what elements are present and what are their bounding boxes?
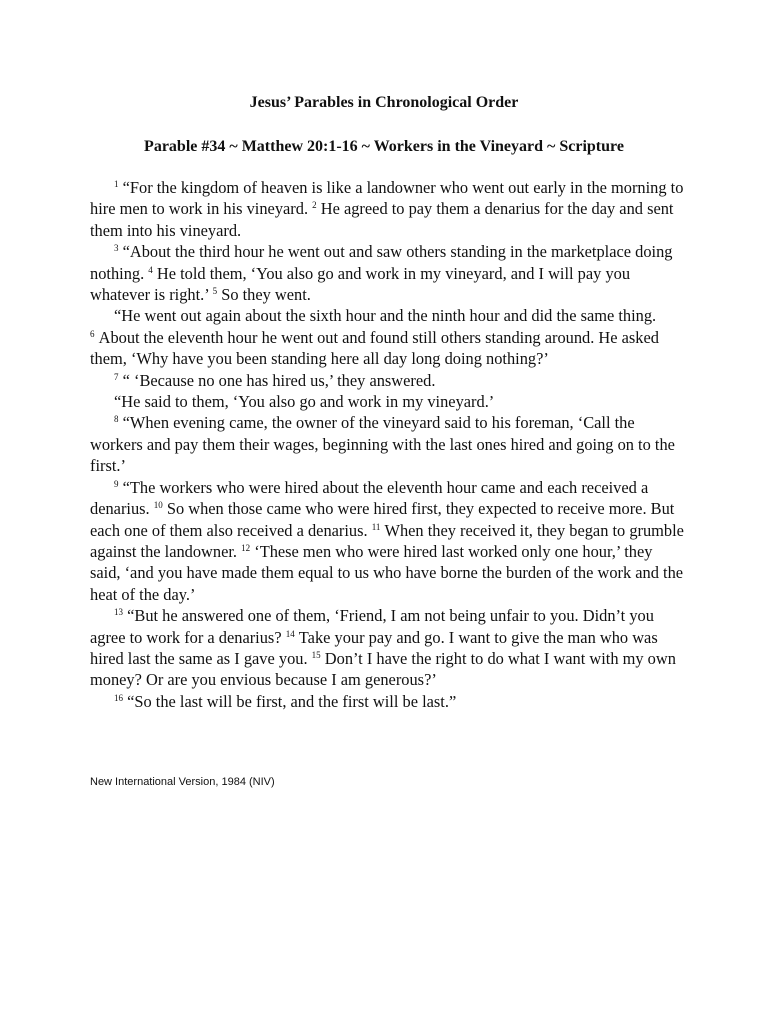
- scripture-paragraph: [90, 305, 686, 369]
- verse-number: 11: [371, 521, 381, 532]
- translation-footer: New International Version, 1984 (NIV): [90, 776, 275, 788]
- verse-text: “When evening came, the owner of the vineyard said to his foreman, ‘Call the workers and pay them their wages, beginning with the last ones hired and going on to the first.’: [90, 413, 675, 476]
- verse-number: 6: [90, 328, 95, 339]
- verse-text: He agreed to pay them a denarius for the day and sent them into his vineyard.: [90, 199, 674, 240]
- verse-text: So they went.: [221, 285, 311, 305]
- verse-text: “So the last will be first, and the first will be last.”: [127, 691, 457, 711]
- verse-text: “The workers who were hired about the eleventh hour came and each received a denarius.: [90, 477, 649, 519]
- verse-number: 4: [148, 264, 153, 275]
- document-title: Jesus’ Parables in Chronological Order: [249, 94, 519, 111]
- verse-number: 8: [114, 414, 119, 425]
- verse-number: 3: [114, 243, 119, 254]
- scripture-paragraph: [90, 370, 686, 391]
- verse-number: 14: [285, 628, 295, 639]
- verse-text: “But he answered one of them, ‘Friend, I am not being unfair to you. Didn’t you agree to work for a denarius?: [90, 606, 654, 647]
- verse-text: Take your pay and go. I want to give the man who was hired last the same as I gave you.: [90, 627, 658, 668]
- verse-number: 15: [311, 649, 321, 660]
- verse-text: So when those came who were hired first, they expected to receive more. But each one of them also received a denarius.: [90, 499, 675, 540]
- scripture-body: [90, 177, 686, 712]
- verse-number: 7: [114, 371, 119, 382]
- verse-text: Don’t I have the right to do what I want with my own money? Or are you envious because I am generous?’: [90, 648, 676, 690]
- scripture-paragraph: [90, 412, 686, 476]
- verse-text: “About the third hour he went out and saw others standing in the marketplace doing nothing.: [90, 242, 673, 283]
- verse-text: About the eleventh hour he went out and found still others standing around. He asked them, ‘Why have you been standing here all day long doing nothing?’: [90, 327, 659, 369]
- verse-text: “ ‘Because no one has hired us,’ they answered.: [122, 370, 436, 390]
- scripture-paragraph: [90, 241, 686, 305]
- verse-number: 12: [241, 542, 251, 553]
- scripture-paragraph: [90, 605, 686, 691]
- verse-text: He told them, ‘You also go and work in my vineyard, and I will pay you whatever is right.’: [90, 263, 631, 305]
- scripture-paragraph: [90, 691, 686, 712]
- verse-number: 2: [312, 200, 317, 211]
- verse-number: 13: [114, 607, 123, 618]
- verse-text: When they received it, they began to grumble against the landowner.: [90, 520, 684, 561]
- verse-text: “He said to them, ‘You also go and work in my vineyard.’: [114, 392, 495, 412]
- verse-number: 1: [114, 179, 119, 189]
- verse-number: 9: [114, 478, 119, 489]
- scripture-paragraph: [90, 177, 686, 241]
- verse-text: “He went out again about the sixth hour and the ninth hour and did the same thing.: [114, 306, 657, 326]
- verse-text: ‘These men who were hired last worked only one hour,’ they said, ‘and you have made them equal to us who have borne the burden of the work and the heat of the day.’: [90, 541, 684, 604]
- document-subtitle: Parable #34 ~ Matthew 20:1-16 ~ Workers in the Vineyard ~ Scripture: [144, 138, 624, 155]
- verse-text: “For the kingdom of heaven is like a landowner who went out early in the morning to hire men to work in his vineyard.: [90, 178, 684, 219]
- verse-number: 10: [153, 500, 163, 511]
- scripture-paragraph: [90, 477, 686, 605]
- verse-number: 5: [212, 286, 218, 297]
- verse-number: 16: [114, 692, 123, 703]
- scripture-paragraph: [90, 391, 686, 412]
